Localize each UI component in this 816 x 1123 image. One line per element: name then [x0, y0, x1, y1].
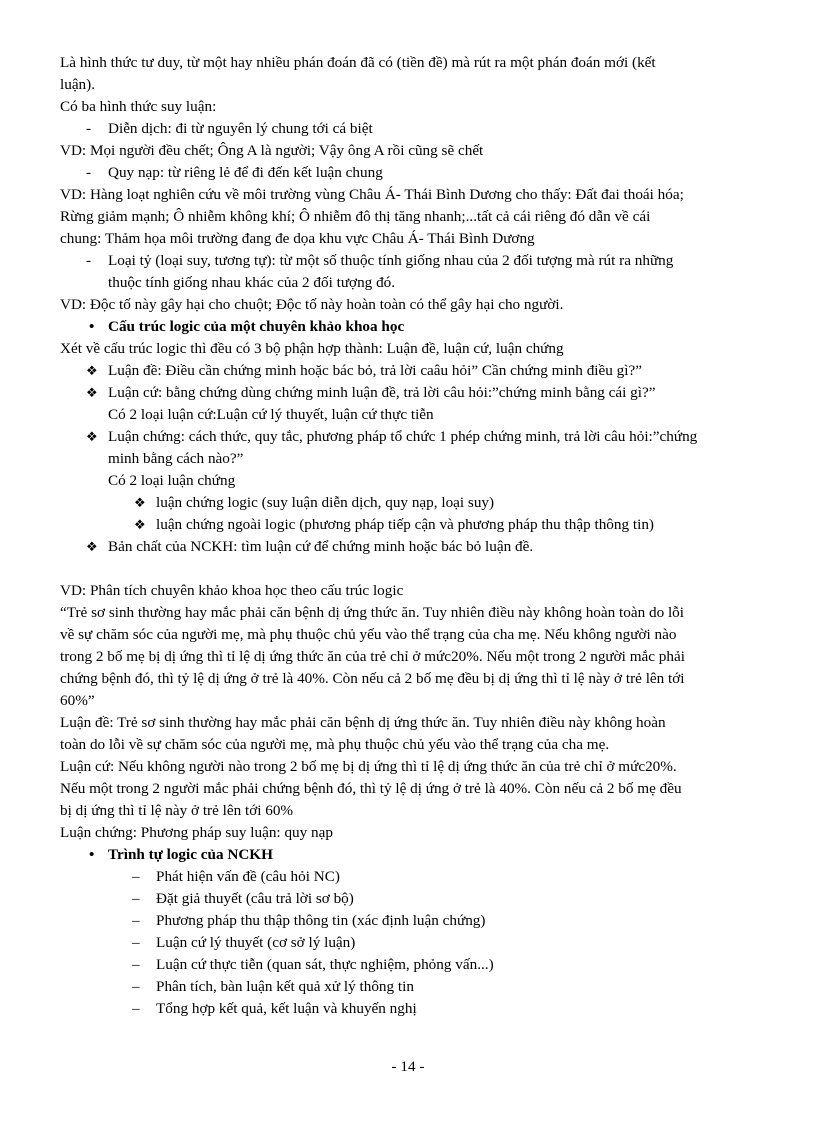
text-line-continued: Có 2 loại luận chứng	[108, 472, 236, 489]
text-line-continued: Có 2 loại luận cứ:Luận cứ lý thuyết, luận cứ thực tiễn	[108, 406, 434, 423]
dash-list-item: - Quy nạp: từ riêng lẻ để đi đến kết luận chung	[60, 162, 760, 184]
text-line: chung: Thảm họa môi trường đang đe dọa khu vực Châu Á- Thái Bình Dương	[60, 230, 535, 247]
text-line: luận).	[60, 76, 96, 93]
blank-line	[60, 558, 760, 580]
dash-marker-icon: -	[86, 120, 92, 137]
bullet-icon: •	[89, 318, 95, 335]
diamond-bullet-icon: ❖	[86, 363, 98, 378]
text-line: Xét về cấu trúc logic thì đều có 3 bộ phận hợp thành: Luận đề, luận cứ, luận chứng	[60, 340, 564, 357]
text-line: chứng bệnh đó, thì tỷ lệ dị ứng ở trẻ là 40%. Còn nếu cả 2 bố mẹ đều bị dị ứng thì tỉ lệ này ở trẻ lên tới	[60, 670, 685, 687]
bullet-icon: •	[89, 846, 95, 863]
dash-marker-icon: -	[86, 252, 92, 269]
diamond-list-item: ❖ Luận cứ: bằng chứng dùng chứng minh luận đề, trả lời câu hỏi:”chứng minh bằng cái gì?”	[60, 382, 760, 404]
step-list-item: – Đặt giả thuyết (câu trả lời sơ bộ)	[60, 888, 760, 910]
en-dash-marker-icon: –	[132, 1000, 140, 1017]
diamond-list-item: ❖ Bản chất của NCKH: tìm luận cứ để chứng minh hoặc bác bỏ luận đề.	[60, 536, 760, 558]
en-dash-marker-icon: –	[132, 934, 140, 951]
en-dash-marker-icon: –	[132, 978, 140, 995]
en-dash-marker-icon: –	[132, 868, 140, 885]
dash-list-item: - Loại tỷ (loại suy, tương tự): từ một số thuộc tính giống nhau của 2 đối tượng mà rút ra những	[60, 250, 760, 272]
text-line: “Trẻ sơ sinh thường hay mắc phải căn bệnh dị ứng thức ăn. Tuy nhiên điều này không hoàn toàn do lỗi	[60, 604, 684, 621]
text-line: Rừng giảm mạnh; Ô nhiễm không khí; Ô nhiễm đô thị tăng nhanh;...tất cả cái riêng đó dẫn về cái	[60, 208, 651, 225]
diamond-sublist-item: ❖ luận chứng ngoài logic (phương pháp tiếp cận và phương pháp thu thập thông tin)	[60, 514, 760, 536]
step-list-item: – Luận cứ thực tiễn (quan sát, thực nghiệm, phỏng vấn...)	[60, 954, 760, 976]
document-body	[60, 52, 760, 1020]
text-line: VD: Độc tố này gây hại cho chuột; Độc tố này hoàn toàn có thể gây hại cho người.	[60, 296, 564, 313]
dash-list-item: - Diễn dịch: đi từ nguyên lý chung tới cá biệt	[60, 118, 760, 140]
diamond-bullet-icon: ❖	[134, 495, 146, 510]
diamond-bullet-icon: ❖	[134, 517, 146, 532]
diamond-sublist-item: ❖ luận chứng logic (suy luận diễn dịch, quy nạp, loại suy)	[60, 492, 760, 514]
diamond-bullet-icon: ❖	[86, 539, 98, 554]
en-dash-marker-icon: –	[132, 912, 140, 929]
text-line: VD: Phân tích chuyên khảo khoa học theo cấu trúc logic	[60, 582, 404, 599]
text-line: Nếu một trong 2 người mắc phải chứng bệnh đó, thì tỷ lệ dị ứng ở trẻ là 40%. Còn nếu cả 2 bố mẹ đều	[60, 780, 682, 797]
text-line: 60%”	[60, 692, 95, 709]
text-line: VD: Mọi người đều chết; Ông A là người; Vậy ông A rồi cũng sẽ chết	[60, 142, 484, 159]
step-list-item: – Tổng hợp kết quả, kết luận và khuyến nghị	[60, 998, 760, 1020]
step-list-item: – Phát hiện vấn đề (câu hỏi NC)	[60, 866, 760, 888]
text-line-continued: thuộc tính giống nhau khác của 2 đối tượng đó.	[108, 274, 396, 291]
diamond-list-item: ❖ Luận đề: Điều cần chứng minh hoặc bác bỏ, trả lời caâu hỏi” Cần chứng minh điều gì?”	[60, 360, 760, 382]
text-line: bị dị ứng thì tỉ lệ này ở trẻ lên tới 60%	[60, 802, 294, 819]
step-list-item: – Phân tích, bàn luận kết quả xử lý thông tin	[60, 976, 760, 998]
text-line: Có ba hình thức suy luận:	[60, 98, 217, 115]
text-line: VD: Hàng loạt nghiên cứu về môi trường vùng Châu Á- Thái Bình Dương cho thấy: Đất đai thoái hóa;	[60, 186, 684, 203]
text-line: về sự chăm sóc của người mẹ, mà phụ thuộc chủ yếu vào thể trạng của cha mẹ. Nếu không người nào	[60, 626, 677, 643]
step-list-item: – Luận cứ lý thuyết (cơ sở lý luận)	[60, 932, 760, 954]
text-line-continued: minh bằng cách nào?”	[108, 450, 244, 467]
diamond-bullet-icon: ❖	[86, 385, 98, 400]
text-line: Luận cứ: Nếu không người nào trong 2 bố mẹ bị dị ứng thì tỉ lệ dị ứng thức ăn của trẻ chỉ ở mức20%.	[60, 758, 677, 775]
en-dash-marker-icon: –	[132, 890, 140, 907]
page-number: - 14 -	[391, 1058, 425, 1075]
text-line: Luận chứng: Phương pháp suy luận: quy nạp	[60, 824, 333, 841]
text-line: trong 2 bố mẹ bị dị ứng thì tỉ lệ dị ứng thức ăn của trẻ chỉ ở mức20%. Nếu một trong 2 người mắc phải	[60, 648, 685, 665]
diamond-list-item: ❖ Luận chứng: cách thức, quy tắc, phương pháp tổ chức 1 phép chứng minh, trả lời câu hỏi:”chứng	[60, 426, 760, 448]
step-list-item: – Phương pháp thu thập thông tin (xác định luận chứng)	[60, 910, 760, 932]
text-line: Là hình thức tư duy, từ một hay nhiều phán đoán đã có (tiền đề) mà rút ra một phán đoán mới (kết	[60, 54, 656, 71]
en-dash-marker-icon: –	[132, 956, 140, 973]
dash-marker-icon: -	[86, 164, 92, 181]
section-heading: • Trình tự logic của NCKH	[60, 844, 760, 866]
section-heading: • Cấu trúc logic của một chuyên khảo khoa học	[60, 316, 760, 338]
text-line: Luận đề: Trẻ sơ sinh thường hay mắc phải căn bệnh dị ứng thức ăn. Tuy nhiên điều này không hoàn	[60, 714, 666, 731]
diamond-bullet-icon: ❖	[86, 429, 98, 444]
text-line: toàn do lỗi về sự chăm sóc của người mẹ, mà phụ thuộc chủ yếu vào thể trạng của cha mẹ.	[60, 736, 610, 753]
